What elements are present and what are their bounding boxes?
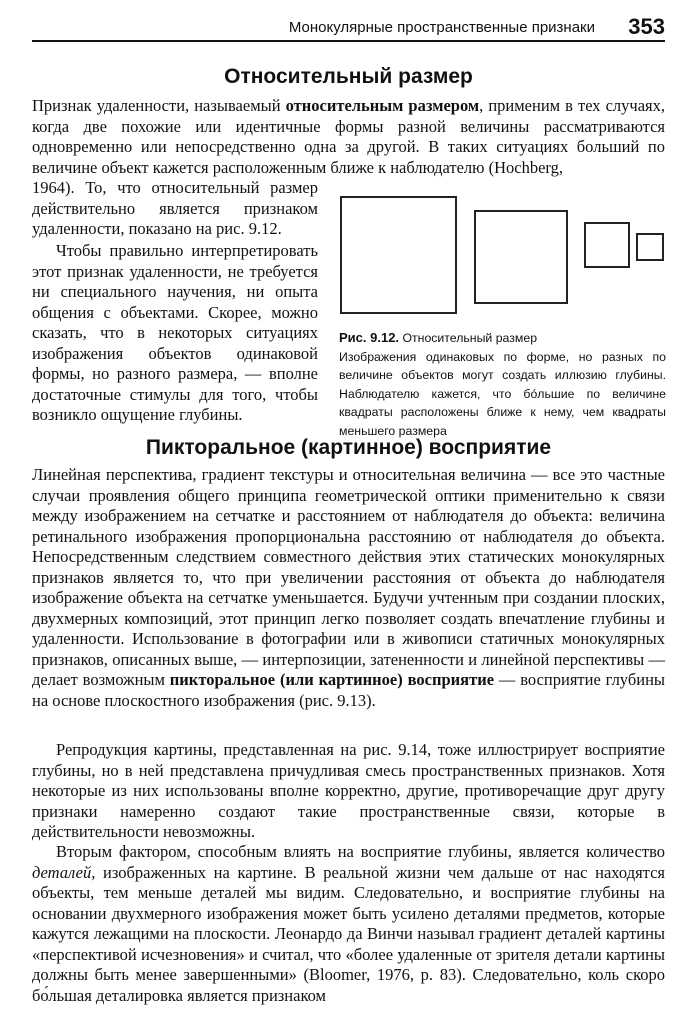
paragraph-linear-perspective (32, 465, 665, 711)
term-relative-size: относительным размером (285, 96, 480, 115)
term-pictorial-perception: пикторальное (или картинное) восприятие (169, 670, 495, 689)
paragraph-text: Линейная перспектива, градиент текстуры и относительная величина — все это частные случаи проявления общего принципа геометрической оптики применительно к связи между изображением на сетчатке и расстоянием от наблюдателя до объекта: величина ретинального изображения пропорциональна расстоянию от наблюдателя до объекта. Непосредственным следствием совместного действия этих статических монокулярных признаков является то, что при увеличении расстояния от объекта до наблюдателя изображение объекта на сетчатке уменьшается. Будучи учтенным при создании плоских, двухмерных композиций, этот принцип легко позволяет создать впечатление глубины и удаленности. Использование в фотографии или в живописи статичных монокулярных признаков, описанных выше, — интерпозиции, затененности и линейной перспективы — делает возможным (32, 465, 665, 689)
medium-square (474, 210, 568, 304)
paragraph-relative-size-intro (32, 96, 665, 178)
figure-label: Рис. 9.12. (339, 330, 400, 345)
paragraph-text: Признак удаленности, называемый (32, 96, 286, 115)
figure-caption (339, 329, 666, 440)
paragraph-text: — восприятие глубины на основе плоскостного изображения (рис. 9.13). (32, 670, 665, 710)
paragraph-relative-size-intro-continued: 1964). То, что относительный размер действительно является признаком удаленности, показано на рис. 9.12. (32, 178, 318, 238)
paragraph-text: , применим в тех случаях, когда две похожие или идентичные формы разной величины рассматриваются одновременно или непосредственно одна за другой. В таких ситуациях больший по величине объект кажется расположенным ближе к наблюдателю (Hochberg, (32, 96, 665, 177)
page-number: 353 (628, 14, 665, 39)
section-heading-relative-size: Относительный размер (224, 65, 473, 88)
running-header (32, 14, 665, 42)
running-title: Монокулярные пространственные признаки (288, 19, 595, 36)
paragraph-details (32, 842, 665, 1006)
smallest-square (636, 233, 664, 261)
large-square (340, 196, 457, 314)
paragraph-reproduction: Репродукция картины, представленная на рис. 9.14, тоже иллюстрирует восприятие глубины, но в ней представлена причудливая смесь пространственных признаков. Хотя некоторые из них использованы вполне корректно, другие, противоречащие друг другу признаки намеренно создают такие пространственные связи, которые в действительности невозможны. (32, 740, 665, 841)
paragraph-text: Вторым фактором, способным влиять на восприятие глубины, является количество (56, 842, 665, 861)
term-details: деталей, (32, 862, 96, 882)
small-square (584, 222, 630, 268)
figure-caption-text: Изображения одинаковых по форме, но разных по величине объектов могут создать иллюзию глубины. Наблюдателю кажется, что бо́льшие по величине квадраты расположены ближе к нему, чем квадраты меньшего размера (339, 349, 666, 438)
paragraph-interpretation: Чтобы правильно интерпретировать этот признак удаленности, не требуется ни специального научения, ни опыта общения с объектами. Скорее, можно сказать, что в некоторых ситуациях изображения объектов одинаковой формы, но разного размера, — вполне достаточные стимулы для того, чтобы возникло ощущение глубины. (32, 241, 318, 424)
paragraph-text: изображенных на картине. В реальной жизни чем дальше от нас находятся объекты, тем меньше деталей мы видим. Следовательно, и восприятие глубины на основании двухмерного изображения может быть усилено деталями предметов, которые кажутся лежащими на плоскости. Леонардо да Винчи называл градиент деталей картины «перспективой исчезновения» и считал, что «более удаленные от зрителя детали картины должны быть менее завершенными» (Bloomer, 1976, p. 83). Следовательно, коль скоро бо́льшая деталировка является признаком (32, 862, 665, 1005)
section-heading-pictorial-perception: Пикторальное (картинное) восприятие (145, 436, 552, 459)
figure-title: Относительный размер (402, 331, 538, 345)
